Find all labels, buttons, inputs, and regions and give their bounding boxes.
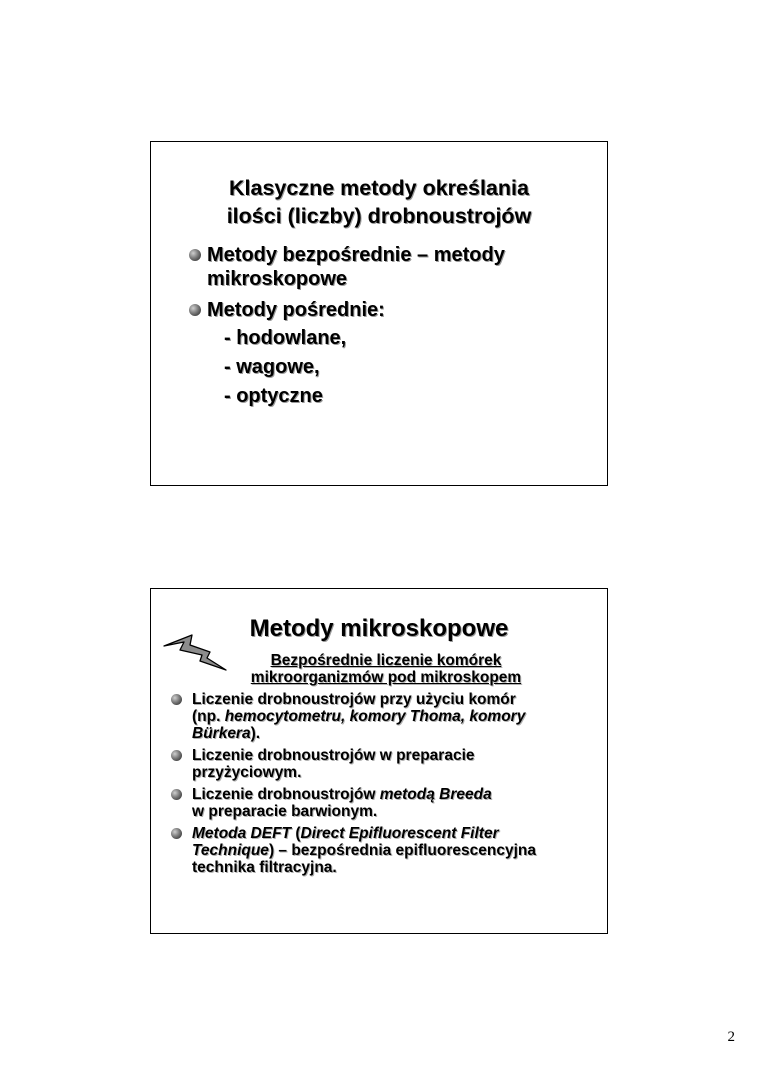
bullet-text	[192, 725, 601, 742]
slide-klasyczne-metody	[150, 141, 608, 486]
text-run-italic: Direct Epifluorescent Filter	[300, 825, 499, 842]
bullet-text: przyżyciowym.	[192, 764, 302, 781]
bullet-text: Metody pośrednie:	[207, 299, 385, 321]
list-item	[171, 825, 601, 876]
list-item	[189, 298, 597, 322]
slide2-title: Metody mikroskopowe	[249, 615, 509, 642]
text-run: ) – bezpośrednia epifluorescencyjna	[268, 842, 536, 859]
subtitle-line1: Bezpośrednie liczenie komórek	[270, 652, 502, 669]
list-item	[171, 786, 601, 820]
bullet-text: Liczenie drobnoustrojów w preparacie	[192, 747, 475, 764]
slide1-title	[151, 174, 607, 230]
text-run-italic: Bürkera	[192, 725, 251, 742]
slide2-subtitle	[221, 652, 551, 686]
text-run: (	[291, 825, 301, 842]
text-run-italic: Metoda DEFT	[192, 825, 292, 842]
list-item	[189, 243, 597, 291]
bullet-text: mikroskopowe	[207, 268, 348, 290]
bullet-text: w preparacie barwionym.	[192, 803, 378, 820]
text-run: ).	[250, 725, 261, 742]
bullet-icon	[189, 304, 201, 316]
subtitle-line2: mikroorganizmów pod mikroskopem	[250, 669, 522, 686]
sub-item: - hodowlane,	[224, 327, 347, 349]
slide1-bullet-list	[189, 243, 597, 411]
bullet-text: technika filtracyjna.	[192, 859, 337, 876]
bullet-text: Liczenie drobnoustrojów przy użyciu komór	[192, 691, 516, 708]
bullet-text	[192, 842, 601, 859]
bullet-text	[192, 825, 601, 842]
bullet-text	[192, 786, 601, 803]
slide1-title-line2: ilości (liczby) drobnoustrojów	[226, 204, 532, 228]
list-item	[171, 691, 601, 742]
text-run: Liczenie drobnoustrojów	[192, 786, 380, 803]
sub-item: - optyczne	[224, 385, 323, 407]
bullet-text	[192, 708, 601, 725]
text-run-italic: Technique	[192, 842, 269, 859]
slide1-title-line1: Klasyczne metody określania	[229, 176, 529, 200]
bullet-icon	[189, 249, 201, 261]
slide2-bullet-list	[171, 691, 601, 876]
slide-metody-mikroskopowe	[150, 588, 608, 934]
page-number: 2	[727, 1029, 735, 1045]
sub-item: - wagowe,	[224, 356, 320, 378]
bullet-icon	[171, 750, 182, 761]
bullet-icon	[171, 828, 182, 839]
text-run-italic: hemocytometru, komory Thoma, komory	[224, 708, 526, 725]
bullet-icon	[171, 694, 182, 705]
text-run: (np.	[192, 708, 225, 725]
bullet-text: Metody bezpośrednie – metody	[207, 244, 505, 266]
bullet-icon	[171, 789, 182, 800]
text-run-italic: metodą Breeda	[379, 786, 492, 803]
sub-list	[189, 324, 597, 411]
list-item	[171, 747, 601, 781]
